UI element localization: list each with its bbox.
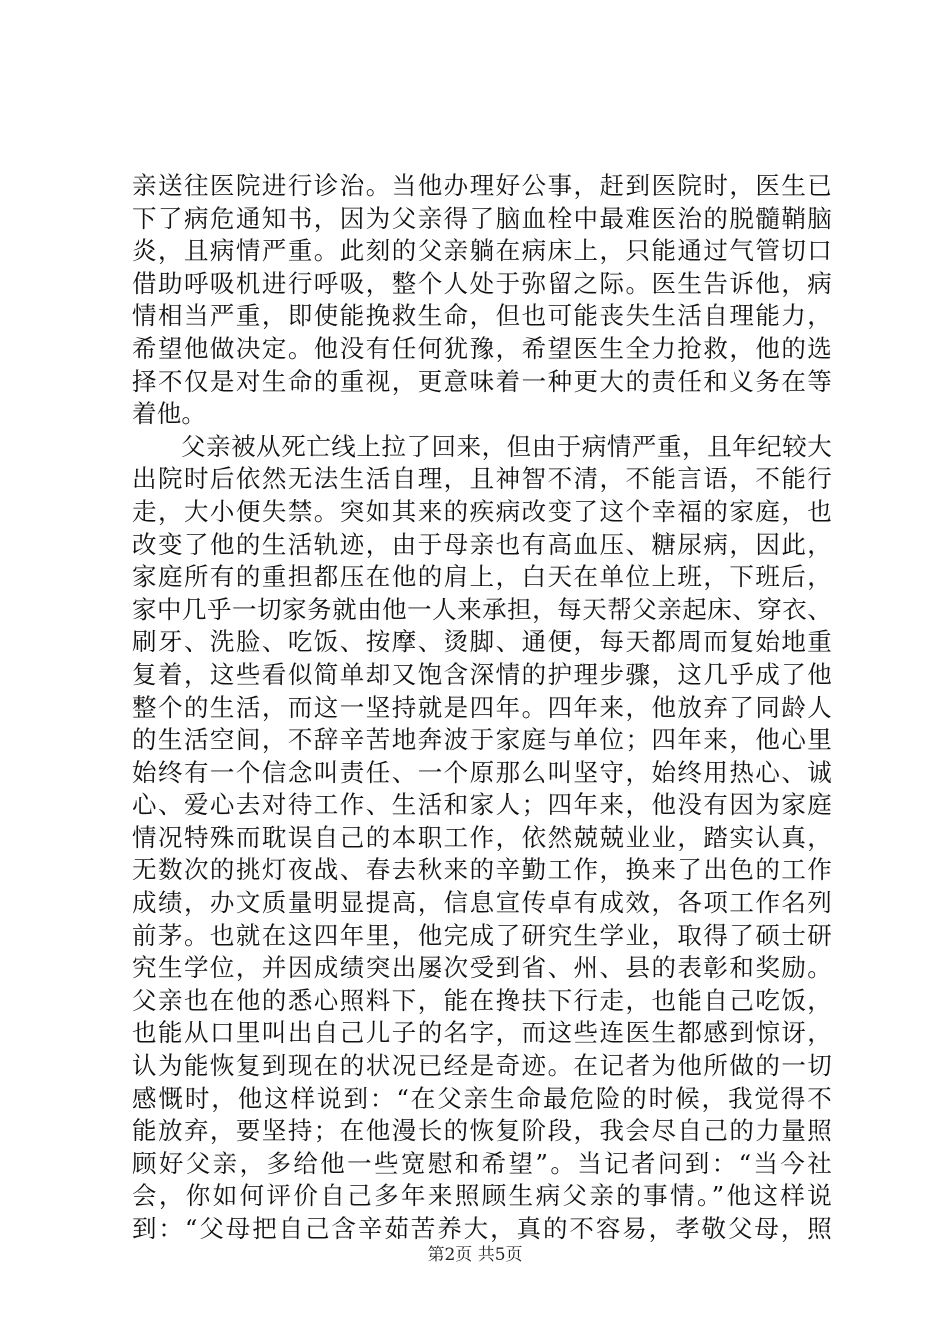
text-line: 走，大小便失禁。突如其来的疾病改变了这个幸福的家庭，也 (132, 496, 832, 526)
paragraph-2 (132, 431, 832, 1246)
text-line: 究生学位，并因成绩突出屡次受到省、州、县的表彰和奖励。 (132, 953, 832, 983)
page-footer (0, 1244, 950, 1266)
text-line: 会，你如何评价自己多年来照顾生病父亲的事情。”他这样说 (132, 1181, 832, 1211)
text-line: 整个的生活，而这一坚持就是四年。四年来，他放弃了同龄人 (132, 692, 832, 722)
text-line: 认为能恢复到现在的状况已经是奇迹。在记者为他所做的一切 (132, 1051, 832, 1081)
text-line: 能放弃，要坚持；在他漫长的恢复阶段，我会尽自己的力量照 (132, 1116, 832, 1146)
text-line: 情况特殊而耽误自己的本职工作，依然兢兢业业，踏实认真， (132, 822, 832, 852)
text-line: 希望他做决定。他没有任何犹豫，希望医生全力抢救，他的选 (132, 333, 832, 363)
page-number: 第2页 共5页 (427, 1245, 523, 1265)
text-line: 感慨时，他这样说到：“在父亲生命最危险的时候，我觉得不 (132, 1083, 832, 1113)
text-line: 成绩，办文质量明显提高，信息宣传卓有成效，各项工作名列 (132, 888, 832, 918)
text-line: 父亲也在他的悉心照料下，能在搀扶下行走，也能自己吃饭， (132, 985, 832, 1015)
paragraph-1 (132, 170, 832, 431)
text-line: 始终有一个信念叫责任、一个原那么叫坚守，始终用热心、诚 (132, 757, 832, 787)
text-line: 父亲被从死亡线上拉了回来，但由于病情严重，且年纪较大 (181, 431, 832, 461)
text-line: 亲送往医院进行诊治。当他办理好公事，赶到医院时，医生已 (132, 171, 832, 200)
text-line: 改变了他的生活轨迹，由于母亲也有高血压、糖尿病，因此， (132, 529, 832, 559)
text-line: 刷牙、洗脸、吃饭、按摩、烫脚、通便，每天都周而复始地重 (132, 627, 832, 657)
text-line: 的生活空间，不辞辛苦地奔波于家庭与单位；四年来，他心里 (132, 725, 832, 755)
body-text (132, 170, 832, 1246)
text-line: 出院时后依然无法生活自理，且神智不清，不能言语，不能行 (132, 464, 832, 494)
text-line: 前茅。也就在这四年里，他完成了研究生学业，取得了硕士研 (132, 920, 832, 950)
text-line: 家庭所有的重担都压在他的肩上，白天在单位上班，下班后， (132, 562, 832, 592)
text-line: 择不仅是对生命的重视，更意味着一种更大的责任和义务在等 (132, 366, 832, 396)
text-line: 心、爱心去对待工作、生活和家人；四年来，他没有因为家庭 (132, 790, 832, 820)
text-line: 家中几乎一切家务就由他一人来承担，每天帮父亲起床、穿衣、 (132, 594, 832, 624)
text-line: 复着，这些看似简单却又饱含深情的护理步骤，这几乎成了他 (132, 659, 832, 689)
text-line: 借助呼吸机进行呼吸，整个人处于弥留之际。医生告诉他，病 (132, 268, 832, 298)
text-line: 情相当严重，即使能挽救生命，但也可能丧失生活自理能力， (132, 301, 832, 331)
text-line: 到：“父母把自己含辛茹苦养大，真的不容易，孝敬父母，照 (132, 1214, 832, 1243)
text-line: 炎，且病情严重。此刻的父亲躺在病床上，只能通过气管切口 (132, 236, 832, 266)
text-line: 着他。 (132, 399, 207, 429)
text-line: 下了病危通知书，因为父亲得了脑血栓中最难医治的脱髓鞘脑 (132, 203, 832, 233)
text-line: 也能从口里叫出自己儿子的名字，而这些连医生都感到惊讶， (132, 1018, 832, 1048)
text-line: 顾好父亲，多给他一些宽慰和希望”。当记者问到：“当今社 (132, 1148, 832, 1178)
text-line: 无数次的挑灯夜战、春去秋来的辛勤工作，换来了出色的工作 (132, 855, 832, 885)
